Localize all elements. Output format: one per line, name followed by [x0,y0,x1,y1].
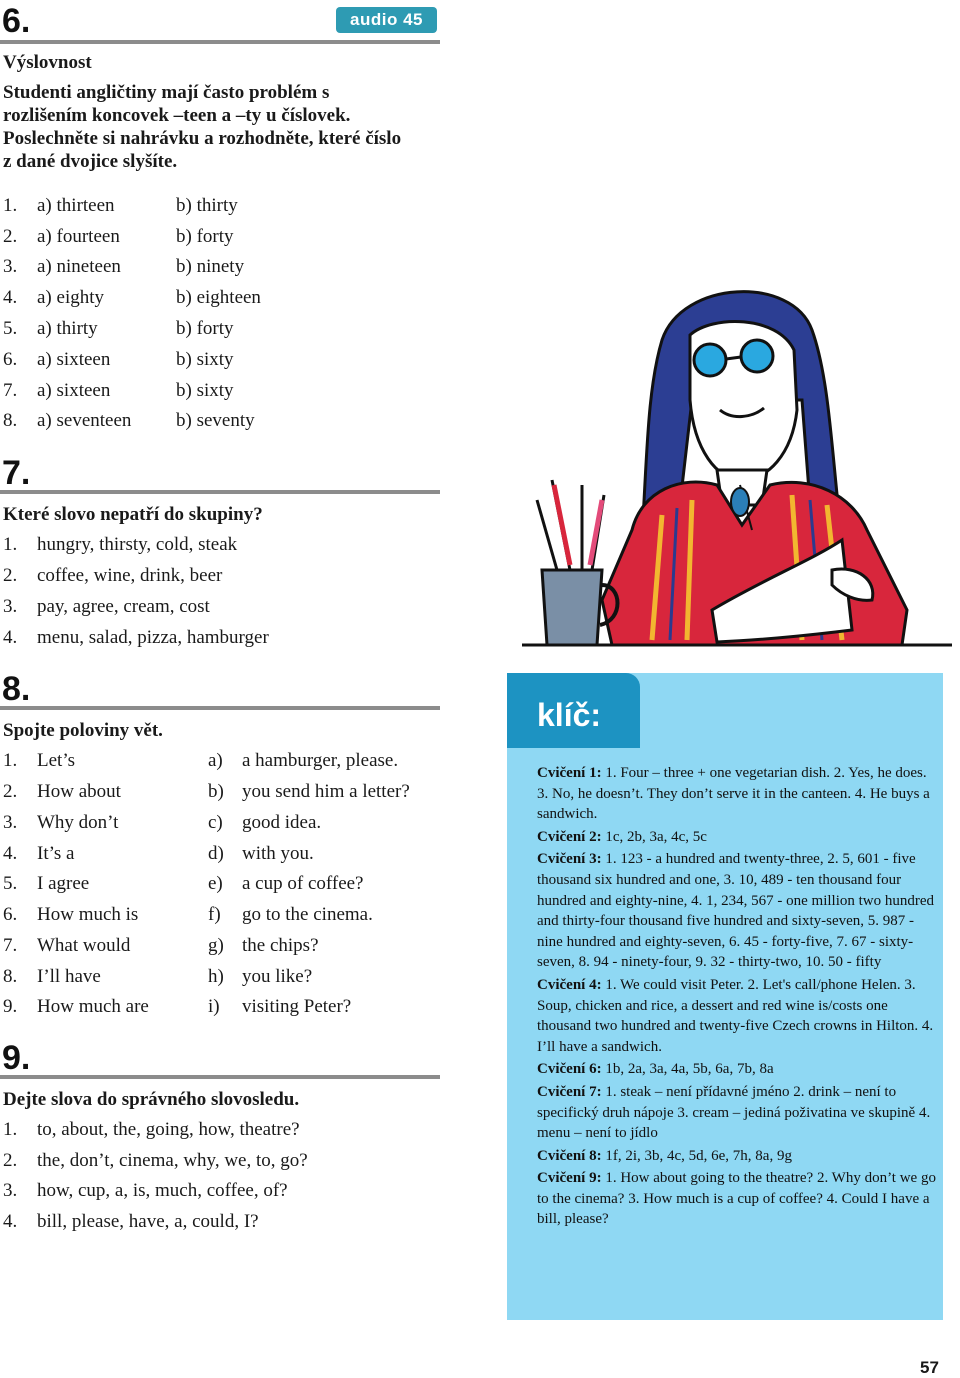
item-letter: e) [208,873,223,894]
key-answer: 1. 123 - a hundred and twenty-three, 2. 5, 601 - five thousand six hundred and one, 3. 10, 489 - ten thousand four hundred and eighty-nine, 4. 1, 234, 567 - one million two hundred and thirty-four thousand five hundred and sixty-seven, 5. 987 - nine hundred and eighty-seven, 6. 45 - forty-five, 7. 67 - sixty-seven, 8. 94 - ninety-four, 9. 32 - thirty-two, 10. 50 - fifty [537,851,935,971]
option-b: forty [196,226,234,247]
item-number: 2. [3,565,18,586]
exercise-7-instruction: Které slovo nepatří do skupiny? [3,504,263,525]
item-text: you like? [242,966,313,987]
item-number: 2. [3,226,18,247]
item-text: good idea. [242,812,322,833]
label-a: a) [37,195,52,216]
list-item [3,194,238,218]
option-a: sixteen [56,349,111,370]
list-item [3,934,319,958]
option-a: seventeen [56,410,132,431]
item-letter: d) [208,843,224,864]
item-text: bill, please, have, a, could, I? [37,1211,259,1232]
sunglasses-right-lens [741,340,773,372]
list-item [3,626,269,650]
item-text: to, about, the, going, how, theatre? [37,1119,300,1140]
item-number: 2. [3,781,18,802]
item-text: how, cup, a, is, much, coffee, of? [37,1180,288,1201]
item-text: visiting Peter? [242,996,352,1017]
exercise-6-title: Výslovnost [3,52,92,73]
item-number: 1. [3,1119,18,1140]
item-number: 1. [3,534,18,555]
list-item [3,1210,259,1234]
exercise-7-heading [0,456,440,494]
label-a: a) [37,287,52,308]
option-b: eighteen [196,287,261,308]
item-text: hungry, thirsty, cold, steak [37,534,238,555]
item-number: 6. [3,904,18,925]
option-a: thirteen [56,195,115,216]
item-letter: g) [208,935,224,956]
key-section [537,827,939,848]
item-text: What would [37,935,131,956]
item-text: go to the cinema. [242,904,373,925]
list-item [3,780,410,804]
item-text: the, don’t, cinema, why, we, to, go? [37,1150,308,1171]
exercise-8-instruction: Spojte poloviny vět. [3,720,163,741]
item-text: I agree [37,873,90,894]
key-label: Cvičení 2: [537,828,602,845]
item-number: 5. [3,873,18,894]
exercise-8-heading [0,672,440,710]
item-number: 4. [3,287,18,308]
list-item [3,1118,300,1142]
key-section [537,1059,939,1080]
option-b: sixty [196,349,234,370]
list-item [3,348,234,372]
item-letter: h) [208,966,224,987]
exercise-number: 8. [2,670,31,708]
list-item [3,995,352,1019]
key-answer: 1. steak – není přídavné jméno 2. drink – není to specifický druh nápoje 3. cream – jediná poživatina ve skupině 4. menu – není to jídlo [537,1083,931,1142]
option-b: ninety [196,256,245,277]
page-number: 57 [920,1358,939,1377]
exercise-number: 9. [2,1039,31,1077]
list-item [3,564,222,588]
item-text: How much are [37,996,149,1017]
list-item [3,225,234,249]
key-section [537,849,939,973]
label-b: b) [176,226,192,247]
item-number: 7. [3,380,18,401]
item-number: 2. [3,1150,18,1171]
item-letter: c) [208,812,223,833]
item-text: It’s a [37,843,75,864]
list-item [3,872,364,896]
item-number: 8. [3,966,18,987]
key-answer: 1. We could visit Peter. 2. Let's call/phone Helen. 3. Soup, chicken and rice, a dessert and red wine is/costs one thousand two hundred and twenty-five Czech crowns in Hilton. 4. I’ll have a sandwich. [537,976,934,1055]
key-label: Cvičení 8: [537,1147,602,1164]
item-text: the chips? [242,935,319,956]
label-b: b) [176,380,192,401]
item-text: Why don’t [37,812,119,833]
item-letter: f) [208,904,221,925]
option-a: eighty [56,287,105,308]
key-answer: 1. Four – three + one vegetarian dish. 2. Yes, he does. 3. No, he doesn’t. They don’t serve it in the canteen. 4. He buys a sandwich. [537,765,930,823]
list-item [3,409,255,433]
audio-badge[interactable]: audio 45 [336,7,437,33]
label-a: a) [37,380,52,401]
exercise-9-instruction: Dejte slova do správného slovosledu. [3,1089,300,1110]
item-text: menu, salad, pizza, hamburger [37,627,269,648]
item-text: I’ll have [37,966,101,987]
key-label: Cvičení 3: [537,851,602,868]
item-number: 5. [3,318,18,339]
list-item [3,903,373,927]
item-text: you send him a letter? [242,781,410,802]
exercise-9-heading [0,1041,440,1079]
item-number: 1. [3,195,18,216]
option-b: sixty [196,380,234,401]
key-label: Cvičení 6: [537,1061,602,1078]
list-item [3,811,322,835]
label-a: a) [37,349,52,370]
exercise-number: 6. [2,2,31,40]
list-item [3,317,234,341]
item-number: 3. [3,812,18,833]
option-a: thirty [56,318,98,339]
item-text: a cup of coffee? [242,873,364,894]
key-section [537,763,939,825]
sunglasses-left-lens [694,344,726,376]
option-a: fourteen [56,226,120,247]
label-b: b) [176,318,192,339]
option-a: nineteen [56,256,121,277]
item-letter: i) [208,996,220,1017]
option-b: forty [196,318,234,339]
item-number: 6. [3,349,18,370]
pen-cup [542,570,602,645]
key-section [537,1082,939,1144]
label-b: b) [176,349,192,370]
option-a: sixteen [56,380,111,401]
key-answer: 1c, 2b, 3a, 4c, 5c [601,828,707,845]
list-item [3,286,261,310]
item-letter: a) [208,750,223,771]
item-text: with you. [242,843,314,864]
label-b: b) [176,256,192,277]
label-a: a) [37,226,52,247]
answer-key-text [537,763,939,1232]
option-b: seventy [196,410,255,431]
label-b: b) [176,195,192,216]
item-number: 9. [3,996,18,1017]
item-number: 4. [3,627,18,648]
option-b: thirty [196,195,238,216]
item-number: 4. [3,843,18,864]
item-text: Let’s [37,750,75,771]
list-item [3,1179,288,1203]
item-text: a hamburger, please. [242,750,399,771]
item-number: 3. [3,1180,18,1201]
item-text: How much is [37,904,139,925]
item-text: pay, agree, cream, cost [37,596,210,617]
key-section [537,975,939,1057]
item-number: 3. [3,596,18,617]
list-item [3,749,399,773]
label-a: a) [37,318,52,339]
key-answer: 1f, 2i, 3b, 4c, 5d, 6e, 7h, 8a, 9g [601,1147,792,1164]
key-answer: 1b, 2a, 3a, 4a, 5b, 6a, 7b, 8a [601,1061,774,1078]
key-section [537,1168,939,1230]
exercise-6-instruction: Studenti angličtiny mají často problém s rozlišením koncovek –teen a –ty u číslovek. Poslechněte si nahrávku a rozhodněte, které číslo z dané dvojice slyšíte. [3,82,402,172]
key-label: Cvičení 9: [537,1170,602,1187]
key-answer: 1. How about going to the theatre? 2. Why don’t we go to the cinema? 3. How much is a cup of coffee? 4. Could I have a bill, please? [537,1170,936,1228]
list-item [3,533,237,557]
item-number: 1. [3,750,18,771]
item-number: 8. [3,410,18,431]
key-label: Cvičení 4: [537,976,602,993]
item-number: 4. [3,1211,18,1232]
label-b: b) [176,410,192,431]
teacher-illustration [512,280,960,660]
exercise-number: 7. [2,454,31,492]
key-label: Cvičení 7: [537,1083,602,1100]
item-number: 7. [3,935,18,956]
answer-key-title: klíč: [537,697,602,733]
label-a: a) [37,256,52,277]
item-letter: b) [208,781,224,802]
list-item [3,595,210,619]
item-text: coffee, wine, drink, beer [37,565,223,586]
label-a: a) [37,410,52,431]
key-label: Cvičení 1: [537,765,602,781]
label-b: b) [176,287,192,308]
list-item [3,965,313,989]
list-item [3,842,314,866]
list-item [3,255,245,279]
list-item [3,1149,308,1173]
key-section [537,1146,939,1167]
list-item [3,379,234,403]
item-number: 3. [3,256,18,277]
item-text: How about [37,781,121,802]
